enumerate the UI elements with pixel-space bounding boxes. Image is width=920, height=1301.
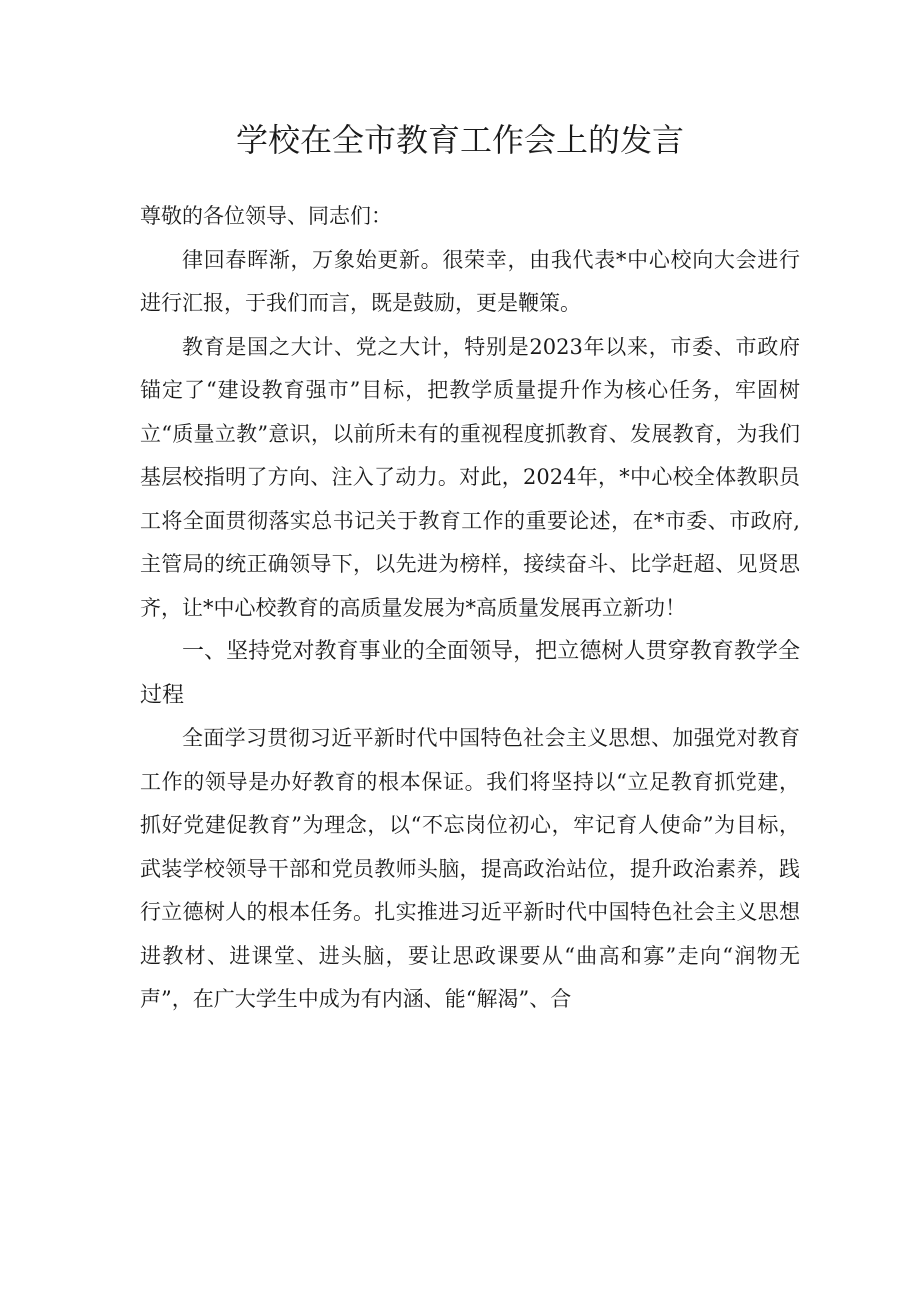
paragraph-opening: 律回春晖渐，万象始更新。很荣幸，由我代表*中心校向大会进行进行汇报，于我们而言，既是鼓励，更是鞭策。 [140,247,800,315]
section-heading-1: 一、坚持党对教育事业的全面领导，把立德树人贯穿教育教学全过程 [140,639,800,708]
paragraph-background: 教育是国之大计、党之大计，特别是2023年以来，市委、市政府锚定了“建设教育强市”目标，把教学质量提升作为核心任务，牢固树立“质量立教”意识，以前所未有的重视程度抓教育、发展教育，为我们基层校指明了方向、注入了动力。对此，2024年，*中心校全体教职员工将全面贯彻落实总书记关于教育工作的重要论述，在*市委、市政府,主管局的统正确领导下，以先进为榜样，接续奋斗、比学赶超、见贤思齐，让*中心校教育的高质量发展为*高质量发展再立新功！ [140,334,800,620]
document-title: 学校在全市教育工作会上的发言 [235,121,684,159]
salutation: 尊敬的各位领导、同志们： [140,204,392,228]
document-body [140,195,800,1022]
paragraph-section-1: 全面学习贯彻习近平新时代中国特色社会主义思想、加强党对教育工作的领导是办好教育的根本保证。我们将坚持以“立足教育抓党建，抓好党建促教育”为理念，以“不忘岗位初心，牢记育人使命”为目标，武装学校领导干部和党员教师头脑，提高政治站位，提升政治素养，践行立德树人的根本任务。扎实推进习近平新时代中国特色社会主义思想进教材、进课堂、进头脑，要让思政课要从“曲高和寡”走向“润物无声”，在广大学生中成为有内涵、能“解渴”、合 [140,726,800,1011]
